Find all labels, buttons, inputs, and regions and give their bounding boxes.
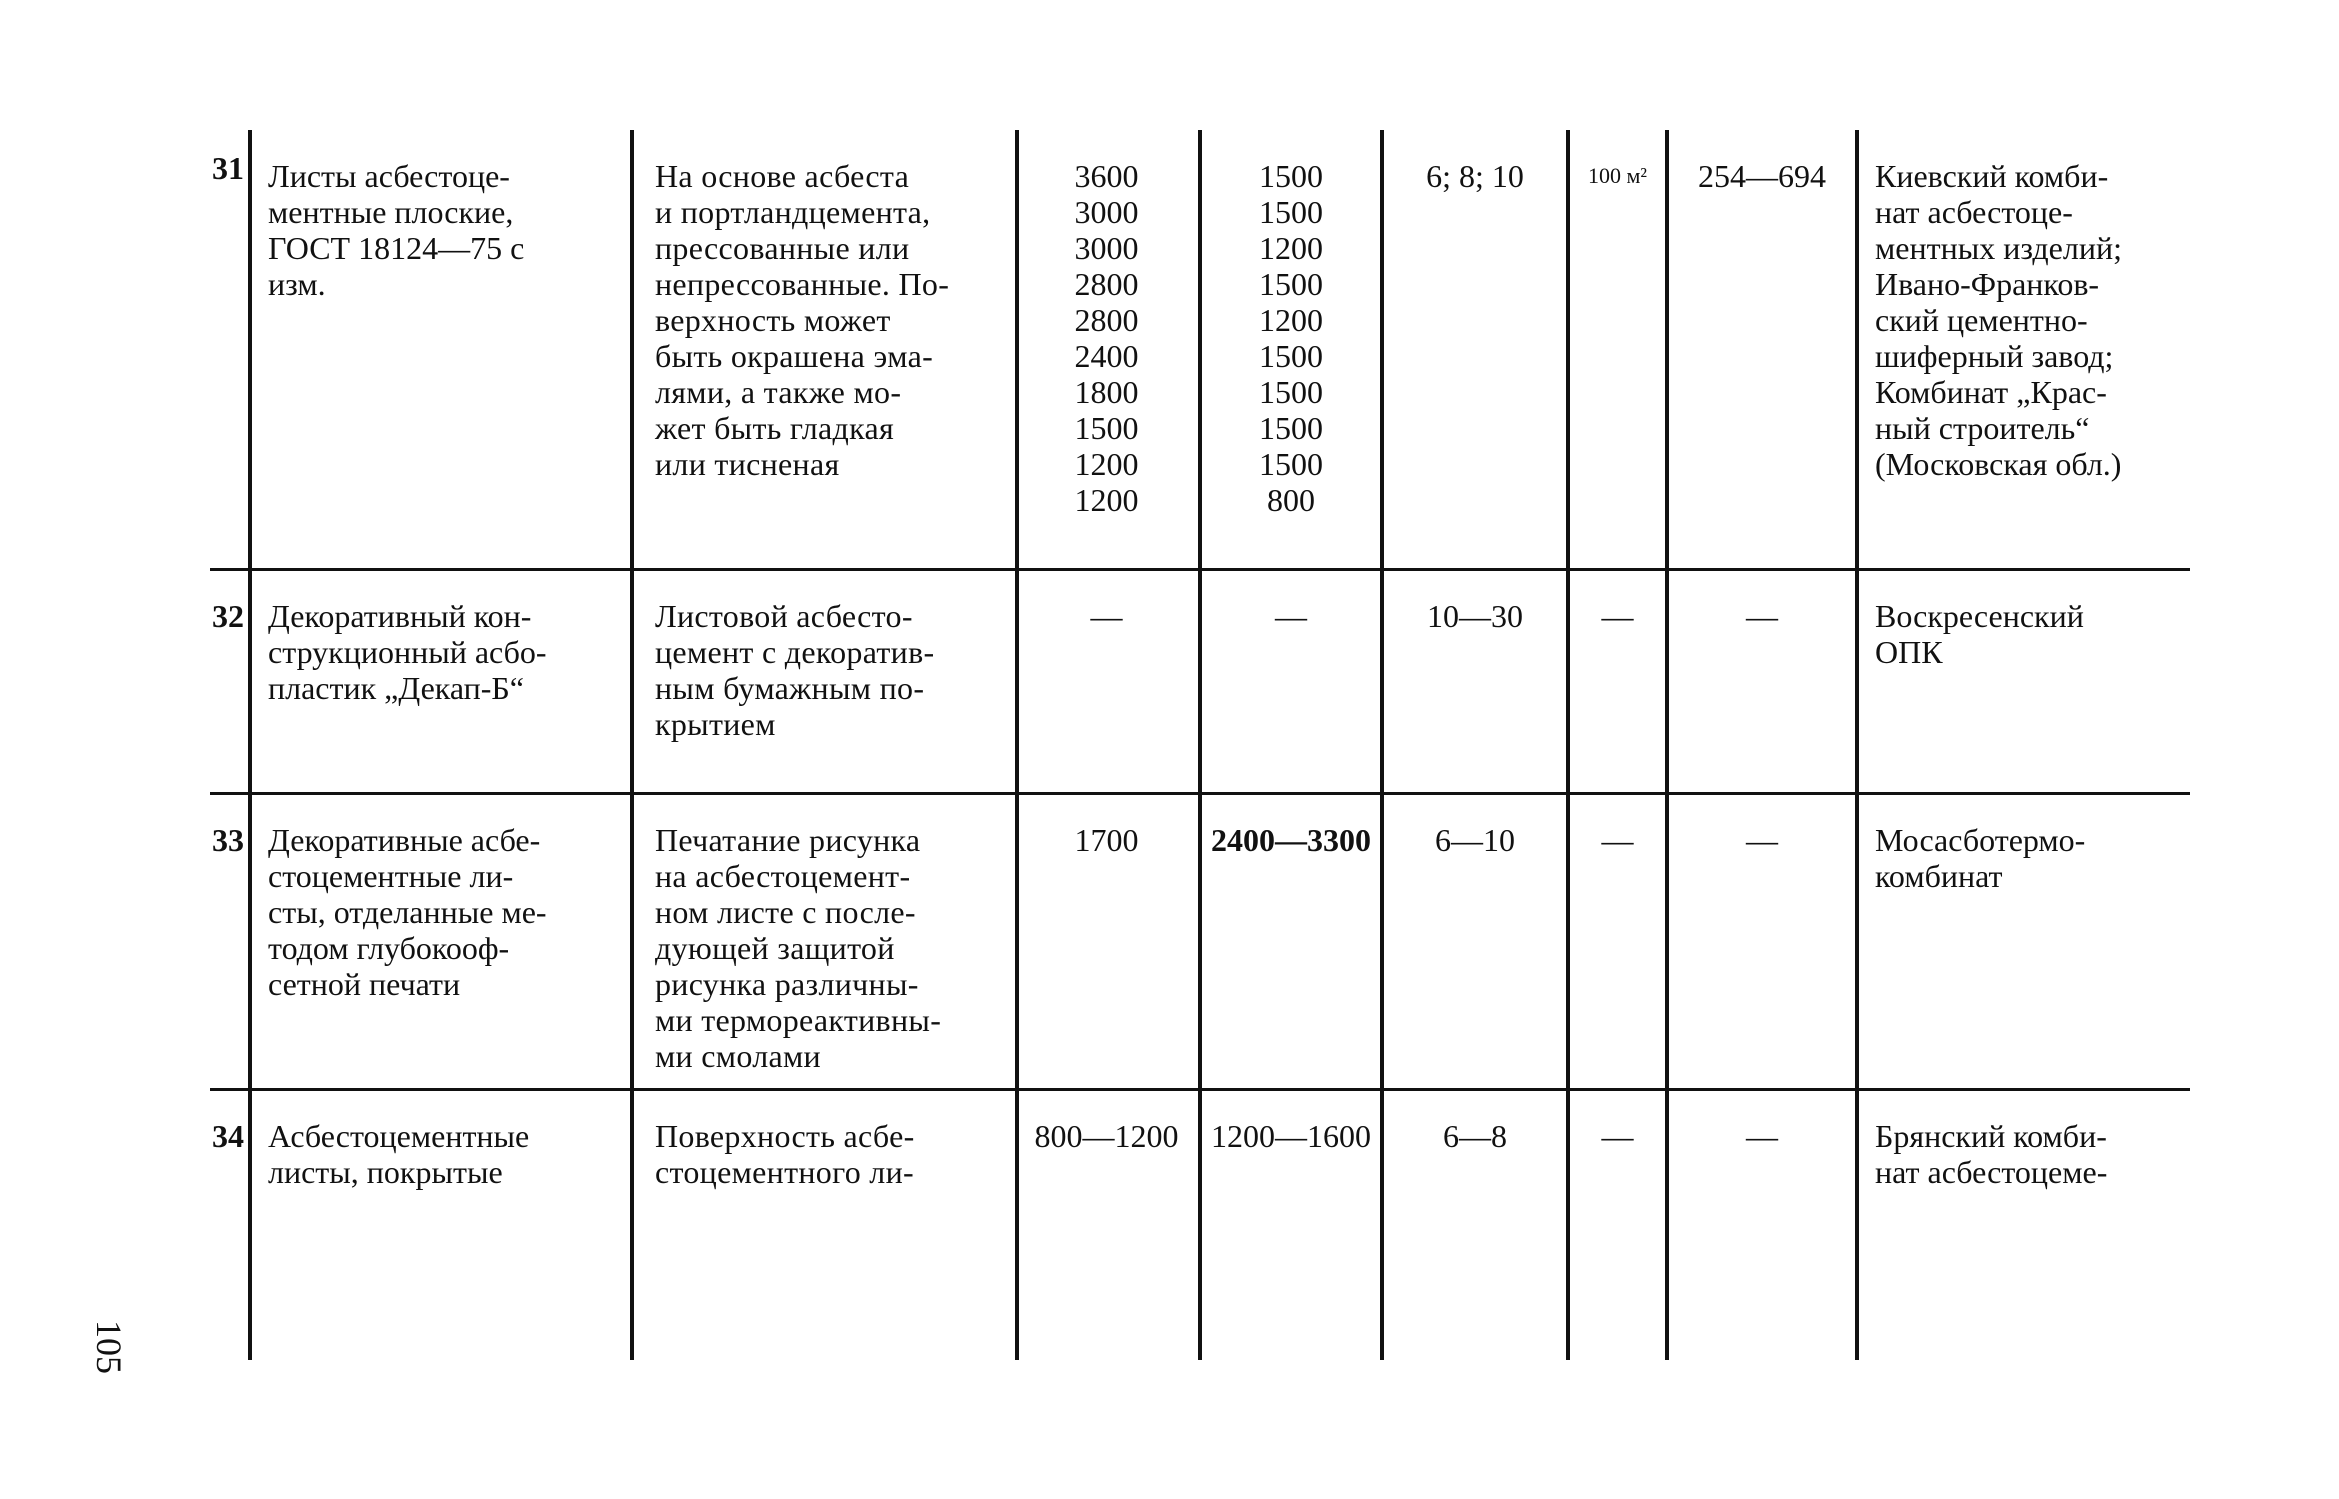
material-name: Асбестоцементные листы, покрытые xyxy=(268,1118,530,1190)
manufacturer: Воскресенский ОПК xyxy=(1875,598,2084,670)
column-rule xyxy=(1380,130,1384,1360)
width-value: 2400—3300 xyxy=(1211,822,1371,858)
material-description: Листовой асбесто- цемент с декоратив- ным бумажным по- крытием xyxy=(655,598,935,742)
thickness-value: 6; 8; 10 xyxy=(1426,158,1524,194)
row-number: 32 xyxy=(212,598,244,634)
width-values xyxy=(1202,158,1380,518)
price-value: — xyxy=(1746,822,1778,858)
column-rule xyxy=(1665,130,1669,1360)
length-value: 2800 xyxy=(1074,266,1139,302)
row-rule xyxy=(210,568,2190,571)
width-value: 1500 xyxy=(1259,194,1323,230)
length-value: 3000 xyxy=(1074,194,1139,230)
material-description: На основе асбеста и портландцемента, прессованные или непрессованные. По- верхность может быть окрашена эма- лями, а также мо- жет быть гладкая или тисненая xyxy=(655,158,950,482)
column-rule xyxy=(1566,130,1570,1360)
manufacturer: Мосасботермо- комбинат xyxy=(1875,822,2086,894)
length-value: 800—1200 xyxy=(1034,1118,1179,1154)
length-value: 1500 xyxy=(1074,410,1139,446)
material-name: Декоративный кон- струкционный асбо- пластик „Декап-Б“ xyxy=(268,598,547,706)
width-value: 1200—1600 xyxy=(1211,1118,1371,1154)
row-rule xyxy=(210,1088,2190,1091)
length-value: 3600 xyxy=(1074,158,1139,194)
width-value: 1200 xyxy=(1259,230,1323,266)
unit-value: — xyxy=(1601,822,1634,858)
price-value: — xyxy=(1746,598,1778,634)
length-value: 2800 xyxy=(1074,302,1139,338)
unit-value: 100 м² xyxy=(1587,163,1648,188)
row-number: 33 xyxy=(212,822,244,858)
length-value: — xyxy=(1090,598,1123,634)
material-name: Листы асбестоце- ментные плоские, ГОСТ 18124—75 с изм. xyxy=(268,158,525,302)
row-number: 31 xyxy=(212,150,244,186)
length-value: 3000 xyxy=(1074,230,1139,266)
price-value: 254—694 xyxy=(1698,158,1826,194)
length-value: 1200 xyxy=(1074,482,1139,518)
length-value: 1700 xyxy=(1074,822,1139,858)
material-description: Поверхность асбе- стоцементного ли- xyxy=(655,1118,915,1190)
width-value: 1500 xyxy=(1259,446,1323,482)
length-value: 1200 xyxy=(1074,446,1139,482)
width-value: 1500 xyxy=(1259,374,1323,410)
thickness-value: 6—10 xyxy=(1435,822,1515,858)
manufacturer: Брянский комби- нат асбестоцеме- xyxy=(1875,1118,2108,1190)
thickness-value: 10—30 xyxy=(1427,598,1523,634)
length-value: 1800 xyxy=(1074,374,1139,410)
length-value: 2400 xyxy=(1074,338,1139,374)
width-value: 800 xyxy=(1267,482,1315,518)
column-rule xyxy=(630,130,634,1360)
column-rule xyxy=(248,130,252,1360)
page-number: 105 xyxy=(89,1320,129,1374)
width-value: 1500 xyxy=(1259,158,1323,194)
material-name: Декоративные асбе- стоцементные ли- сты, отделанные ме- тодом глубокооф- сетной печати xyxy=(268,822,547,1002)
row-rule xyxy=(210,792,2190,795)
width-value: 1200 xyxy=(1259,302,1323,338)
thickness-value: 6—8 xyxy=(1443,1118,1507,1154)
unit-value: — xyxy=(1601,1118,1634,1154)
length-values xyxy=(1015,158,1198,518)
width-value: 1500 xyxy=(1259,266,1323,302)
manufacturer: Киевский комби- нат асбестоце- ментных изделий; Ивано-Франков- ский цементно- шиферный завод; Комбинат „Крас- ный строитель“ (Московская обл.) xyxy=(1875,158,2122,482)
unit-value: — xyxy=(1601,598,1634,634)
price-value: — xyxy=(1746,1118,1778,1154)
row-number: 34 xyxy=(212,1118,244,1154)
material-description: Печатание рисунка на асбестоцемент- ном листе с после- дующей защитой рисунка различны- ми термореактивны- ми смолами xyxy=(655,822,942,1074)
column-rule xyxy=(1855,130,1859,1360)
width-value: 1500 xyxy=(1259,410,1323,446)
width-value: 1500 xyxy=(1259,338,1323,374)
materials-table xyxy=(210,130,2190,1360)
width-value: — xyxy=(1275,598,1307,634)
